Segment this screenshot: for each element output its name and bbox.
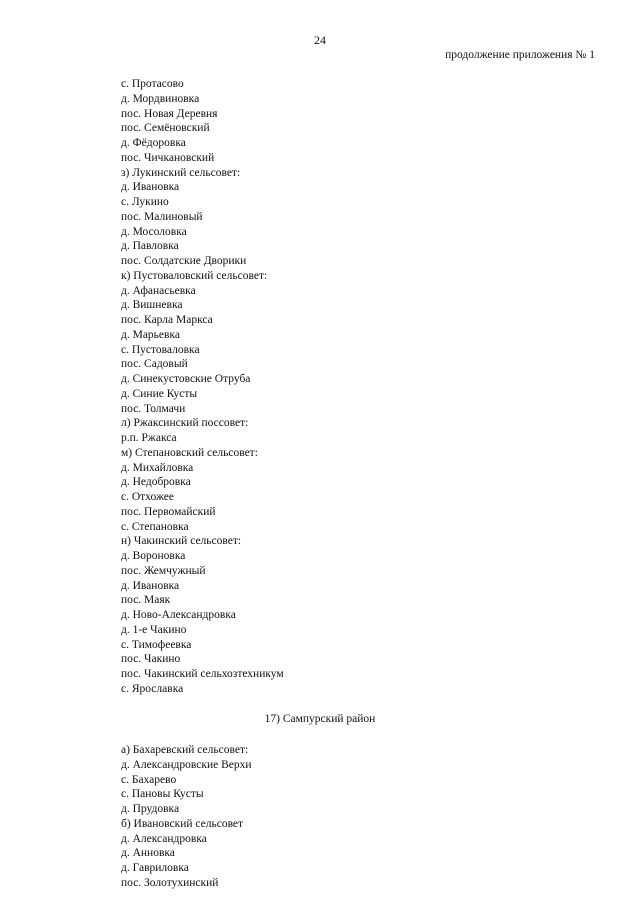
district-heading: 17) Сампурский район [264,713,376,725]
list-item: с. Протасово [121,78,184,90]
list-item: д. Александровка [121,832,207,845]
list-item: д. Афанасьевка [121,284,196,297]
list-item: д. Мосоловка [121,225,187,238]
list-item: пос. Малиновый [121,210,203,223]
list-item: с. Отхожее [121,491,174,503]
list-item: д. Анновка [121,847,175,860]
settlement-list-1 [121,77,284,697]
list-item: с. Пановы Кусты [121,788,204,801]
list-item: л) Ржаксинский поссовет: [121,417,249,430]
page-number: 24 [314,33,326,47]
list-item: д. Ново-Александровка [121,609,236,621]
continuation-note: продолжение приложения № 1 [445,49,595,61]
list-item: а) Бахаревский сельсовет: [121,744,249,756]
list-item: пос. Жемчужный [121,564,206,577]
list-item: д. Гавриловка [121,862,189,874]
list-item: д. Марьевка [121,328,180,341]
list-item: д. Недобровка [121,476,191,489]
list-item: д. Фёдоровка [121,137,186,149]
list-item: н) Чакинский сельсовет: [121,535,242,548]
list-item: м) Степановский сельсовет: [121,446,258,459]
list-item: пос. Новая Деревня [121,107,218,120]
list-item: пос. Золотухинский [121,876,219,889]
list-item: с. Лукино [121,196,169,208]
list-item: пос. Толмачи [121,402,186,415]
list-item: д. Вишневка [121,299,183,312]
list-item: пос. Карла Маркса [121,314,213,326]
list-item: с. Тимофеевка [121,638,192,651]
settlement-list-2 [121,743,252,891]
list-item: пос. Чакино [121,653,181,666]
list-item: с. Ярославка [121,682,184,695]
list-item: с. Степановка [121,520,189,533]
list-item: д. Ивановка [121,579,180,592]
list-item: пос. Семёновский [121,122,210,135]
list-item: д. Синекустовские Отруба [121,373,251,385]
list-item: д. Мордвиновка [121,92,200,105]
list-item: пос. Садовый [121,358,188,371]
list-item: б) Ивановский сельсовет [121,817,244,830]
list-item: пос. Первомайский [121,505,216,518]
list-item: д. Синие Кусты [121,387,198,400]
list-item: д. Ивановка [121,181,180,194]
list-item: з) Лукинский сельсовет: [121,166,241,179]
list-item: д. Михайловка [121,461,194,474]
list-item: пос. Солдатские Дворики [121,255,247,267]
list-item: пос. Чичкановский [121,151,215,164]
list-item: д. Вороновка [121,550,186,562]
list-item: к) Пустоваловский сельсовет: [121,269,268,282]
list-item: с. Бахарево [121,773,177,786]
list-item: р.п. Ржакса [121,432,177,444]
list-item: д. 1-е Чакино [121,623,187,636]
list-item: д. Прудовка [121,803,180,815]
list-item: с. Пустоваловка [121,343,200,356]
list-item: д. Александровские Верхи [121,758,252,771]
list-item: пос. Чакинский сельхозтехникум [121,668,284,680]
list-item: пос. Маяк [121,594,171,607]
list-item: д. Павловка [121,240,179,253]
